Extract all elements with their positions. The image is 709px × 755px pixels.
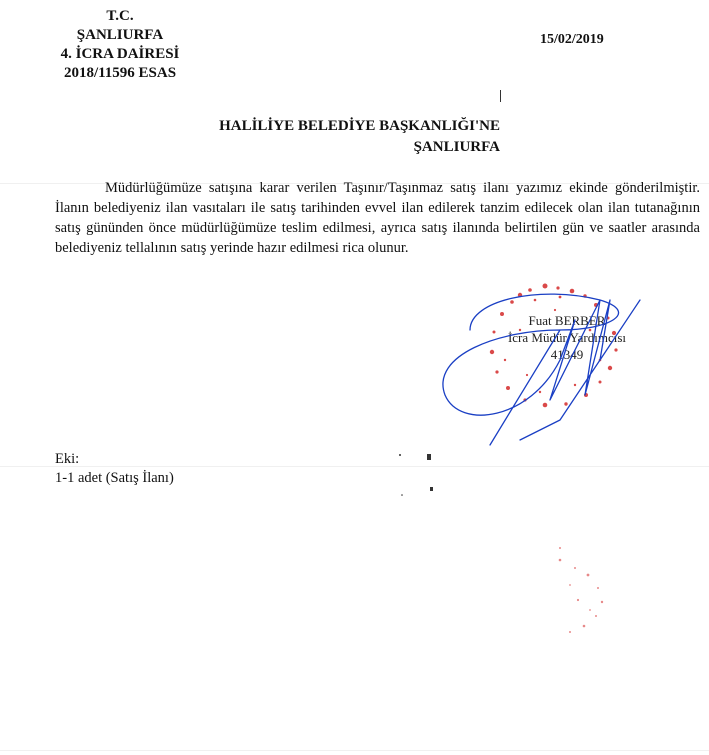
annex-item: 1-1 adet (Satış İlanı) — [55, 470, 174, 486]
signatory-name: Fuat BERBER — [528, 313, 606, 328]
header-line-case-number: 2018/11596 ESAS — [63, 65, 177, 81]
signatory-title: İcra Müdür Yardımcısı — [507, 330, 627, 345]
recipient-city: ŞANLIURFA — [413, 139, 500, 155]
header-line-city: ŞANLIURFA — [76, 27, 164, 43]
body-paragraph: Müdürlüğümüze satışına karar verilen Taşınır/Taşınmaz satış ilanı yazımız ekinde gönderilmiştir. İlanın belediyeniz ilan vasıtaları ile satış tarihinden evvel ilan edilerek tanzim edilecek olan ilan tutanağının satış gününden önce müdürlüğümüze teslim edilmesi, ayrıca satış ilanında belirtilen gün ve saatler arasında belediyeniz tellalının satış yerinde hazır edilmesi rica olunur. — [55, 180, 700, 256]
header-line-tc: T.C. — [106, 8, 134, 24]
recipient-name: HALİLİYE BELEDİYE BAŞKANLIĞI'NE — [219, 118, 500, 134]
header-line-office: 4. İCRA DAİRESİ — [60, 46, 180, 62]
signatory-number: 41349 — [550, 347, 584, 362]
annex-label: Eki: — [55, 451, 80, 467]
document-date: 15/02/2019 — [540, 32, 604, 47]
